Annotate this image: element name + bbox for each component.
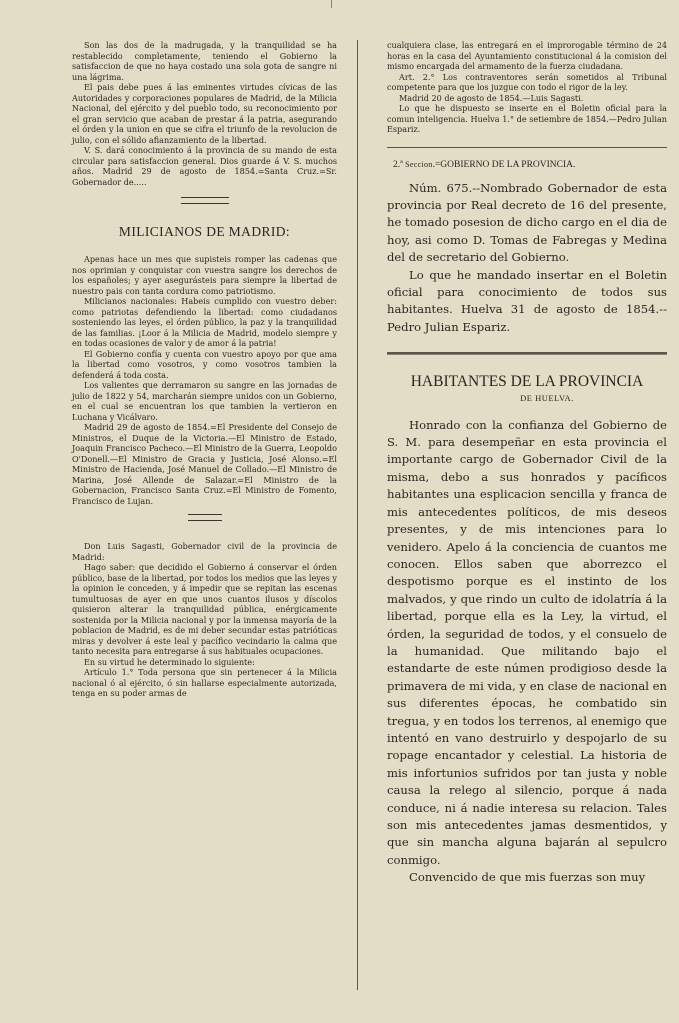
- habitantes-heading: HABITANTES DE LA PROVINCIA: [410, 372, 644, 390]
- habitantes-subheading: DE HUELVA.: [520, 392, 574, 403]
- right-column: [387, 40, 667, 887]
- habitantes-paragraph: Convencido de que mis fuerzas son muy: [409, 870, 646, 885]
- sagasti-paragraph: En su virtud he determinado lo siguiente:: [84, 656, 255, 667]
- milicianos-paragraph: Los valientes que derramaron su sangre en las jornadas de julio de 1822 y 54, marcharán siempre unidos con un Gobierno, en el cual se encuentran los que tambien la vertieron en Luchana y Vicálvaro.: [72, 380, 337, 422]
- continuation-paragraph: Art. 2.° Los contraventores serán sometidos al Tribunal competente para que los juzgue con todo el rigor de la ley.: [387, 71, 667, 92]
- milicianos-paragraph: El Gobierno confía y cuenta con vuestro apoyo por que ama la libertad como vosotros, y como vosotros tambien la defenderá á toda costa.: [72, 348, 337, 380]
- intro-paragraph: El pais debe pues á las eminentes virtudes cívicas de las Autoridades y corporaciones populares de Madrid, de la Milicia Nacional, del ejército y del pueblo todo, su reconocimiento por el gran servicio que acaban de prestar á la patria, asegurando el órden y la union en que se cifra el triunfo de la revolucion de julio, con el sólido afianzamiento de la libertad.: [72, 82, 337, 145]
- section-rule: [387, 352, 667, 355]
- sagasti-paragraph: Artículo 1.° Toda persona que sin pertenecer á la Milicia nacional ó al ejército, ó sin hallarse especialmente autorizada, tenga en su poder armas de: [72, 667, 337, 698]
- milicianos-paragraph: Milicianos nacionales: Habeis cumplido con vuestro deber: como patriotas defendiendo la libertad: como ciudadanos sosteniendo las leyes, el órden público, la paz y la tranquilidad de las familias. ¡Loor á la Milicia de Madrid, modelo siempre y en todas ocasiones de valor y de amor á la patria!: [72, 296, 337, 348]
- left-column: [72, 40, 337, 699]
- section-heading: [393, 160, 667, 170]
- section-paragraph: Lo que he mandado insertar en el Boletin oficial para conocimiento de todos sus habitantes. Huelva 31 de agosto de 1854.--Pedro Julian Espariz.: [387, 267, 667, 334]
- section-paragraph: Núm. 675.--Nombrado Gobernador de esta provincia por Real decreto de 16 del presente, he tomado posesion de dicho cargo en el dia de hoy, asi como D. Tomas de Fabregas y Medina del de secretario del Gobierno.: [387, 180, 667, 265]
- ornament-divider: [181, 197, 229, 204]
- section-label: Seccion: [405, 159, 433, 169]
- continuation-paragraph: Madrid 20 de agosto de 1854.—Luis Sagasti.: [399, 92, 584, 103]
- section-rule: [387, 147, 667, 148]
- habitantes-paragraph: Honrado con la confianza del Gobierno de S. M. para desempeñar en esta provincia el importante cargo de Gobernador Civil de la misma, debo a sus honrados y pacíficos habitantes una esplicacion sencilla y franca de mis antecedentes políticos, de mis deseos presentes, y de mis intenciones para lo venidero. Apelo á la conciencia de cuantos me conocen. Ellos saben que aborrezco el despotismo porque es el instinto de los malvados, y que rindo un culto de idolatría á la libertad, porque ella es la Ley, la virtud, el órden, la seguridad de todos, y el consuelo de la humanidad. Que militando bajo el estandarte de este númen prodigioso desde la primavera de mi vida, y en clase de nacional en sus diferentes épocas, he combatido sin tregua, y en todos los terrenos, al enemigo que intentó en vano destruirlo y despojarlo de su ropage encantador y celestial. La historia de mis infortunios sufridos por tan justa y noble causa la relego al silencio, porque á nada conduce, ni á nadie interesa su relacion. Tales son mis antecedentes jamas desmentidos, y que sin mancha alguna bajarán al sepulcro conmigo.: [387, 417, 667, 867]
- fold-mark: [331, 0, 332, 8]
- milicianos-paragraph: Apenas hace un mes que supisteis romper las cadenas que nos oprimian y conquistar con vuestra sangre los derechos de los españoles; y ayer asegurásteis para siempre la libertad de nuestro pais con tanta cordura como patriotismo.: [72, 254, 337, 296]
- section-prefix: 2.ª: [393, 159, 403, 170]
- ministers-signatures: Madrid 29 de agosto de 1854.=El Presidente del Consejo de Ministros, el Duque de la Victoria.—El Ministro de Estado, Joaquin Francisco Pacheco.—El Ministro de la Guerra, Leopoldo O'Donell.—El Ministro de Gracia y Justicia, José Alonso.=El Ministro de Hacienda, José Manuel de Collado.—El Ministro de Marina, José Allende de Salazar.=El Ministro de la Gobernacion, Francisco Santa Cruz.=El Ministro de Fomento, Francisco de Lujan.: [72, 422, 337, 506]
- sagasti-heading: Don Luis Sagasti, Gobernador civil de la provincia de Madrid:: [72, 541, 337, 562]
- section-title: .=GOBIERNO DE LA PROVINCIA.: [432, 159, 576, 170]
- column-divider: [357, 40, 358, 990]
- intro-paragraph: V. S. dará conocimiento á la provincia de su mando de esta circular para satisfaccion general. Dios guarde á V. S. muchos años. Madrid 29 de agosto de 1854.=Santa Cruz.=Sr. Gobernador de.....: [72, 145, 337, 187]
- sagasti-paragraph: Hago saber: que decidido el Gobierno á conservar el órden público, base de la libertad, por todos los medios que las leyes y la opinion le conceden, y á impedir que se repitan las escenas tumultuosas de ayer en que unos cuantos ilusos y díscolos quisieron alterar la tranquilidad pública, enérgicamente sostenida por la Milicia nacional y por la inmensa mayoría de la poblacion de Madrid, es de mi deber secundar estas patrióticas miras y devolver á este leal y pacífico vecindario la calma que tanto necesita para entregarse á sus habituales ocupaciones.: [72, 562, 337, 656]
- continuation-paragraph: Lo que he dispuesto se inserte en el Boletin oficial para la comun inteligencia. Huelva 1.° de setiembre de 1854.—Pedro Julian Espariz.: [387, 103, 667, 134]
- ornament-divider: [188, 514, 222, 521]
- intro-paragraph: Son las dos de la madrugada, y la tranquilidad se ha restablecido completamente, teniendo el Gobierno la satisfaccion de que no haya costado una sola gota de sangre ni una lágrima.: [72, 40, 337, 82]
- milicianos-heading: MILICIANOS DE MADRID:: [118, 224, 291, 239]
- continuation-paragraph: cualquiera clase, las entregará en el improrogable término de 24 horas en la casa del Ayuntamiento constitucional á la comision del mismo encargada del armamento de la fuerza ciudadana.: [387, 40, 667, 71]
